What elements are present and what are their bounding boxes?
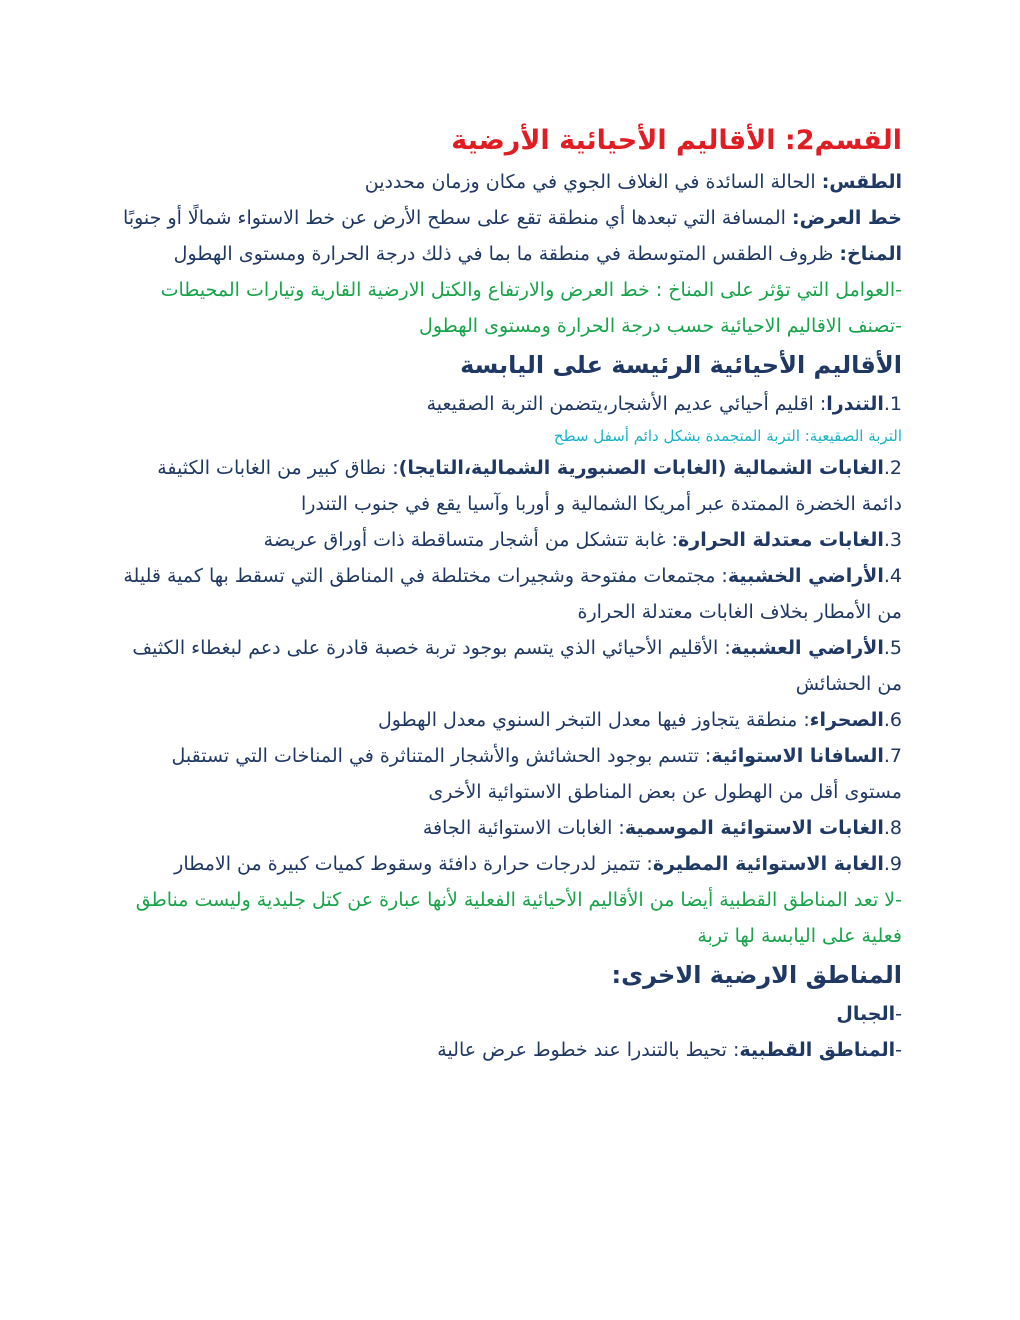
item-separator: : <box>718 637 731 659</box>
item-label: السافانا الاستوائية <box>711 745 884 767</box>
biome-item-desert <box>118 702 902 738</box>
section-heading-main-biomes: الأقاليم الأحيائية الرئيسة على اليابسة <box>460 351 902 379</box>
item-text: غابة تتشكل من أشجار متساقطة ذات أوراق عريضة <box>263 529 666 551</box>
page-title: القسم2: الأقاليم الأحيائية الأرضية <box>451 125 902 156</box>
item-number: 9. <box>883 853 902 875</box>
biome-item-savanna <box>118 738 902 810</box>
item-text: الغابات الاستوائية الجافة <box>422 817 613 839</box>
item-dash: - <box>895 1039 902 1061</box>
item-text: الأقليم الأحيائي الذي يتسم بوجود تربة خصبة قادرة على دعم لبغطاء الكثيف من الحشائش <box>132 637 902 695</box>
item-text: منطقة يتجاوز فيها معدل التبخر السنوي معدل الهطول <box>377 709 798 731</box>
note-biome-classification: -تصنف الاقاليم الاحيائية حسب درجة الحرارة ومستوى الهطول <box>419 315 902 337</box>
item-text: مجتمعات مفتوحة وشجيرات مختلطة في المناطق التي تسقط بها كمية قليلة من الأمطار بخلاف الغابات معتدلة الحرارة <box>123 565 902 623</box>
definition-label: خط العرض: <box>791 207 902 229</box>
item-separator: : <box>386 457 399 479</box>
other-item-mountains <box>118 996 902 1032</box>
item-label: الأراضي الخشبية <box>727 565 884 587</box>
biome-item-tropical-rain-forest <box>118 846 902 882</box>
item-separator: : <box>612 817 625 839</box>
item-text: اقليم أحيائي عديم الأشجار،يتضمن التربة الصقيعية <box>426 393 814 415</box>
item-label: الأراضي العشبية <box>730 637 884 659</box>
definition-label: المناخ: <box>839 243 902 265</box>
section-heading-other-regions: المناطق الارضية الاخرى: <box>611 961 902 989</box>
item-number: 2. <box>883 457 902 479</box>
item-separator: : <box>665 529 679 551</box>
item-number: 7. <box>883 745 902 767</box>
biome-item-temperate-forest <box>118 522 902 558</box>
item-label: الصحراء <box>809 709 884 731</box>
item-separator: : <box>640 853 653 875</box>
item-text: تتميز لدرجات حرارة دافئة وسقوط كميات كبيرة من الامطار <box>174 853 641 875</box>
item-number: 8. <box>883 817 902 839</box>
biome-item-tropical-seasonal-forest <box>118 810 902 846</box>
item-number: 3. <box>883 529 902 551</box>
item-separator: : <box>715 565 728 587</box>
biome-item-woodland <box>118 558 902 630</box>
biome-item-tundra <box>118 386 902 422</box>
item-separator: : <box>813 393 827 415</box>
item-separator: : <box>726 1039 740 1061</box>
definition-weather <box>118 164 902 200</box>
biome-item-boreal-forest <box>118 450 902 522</box>
definition-climate <box>118 236 902 272</box>
item-separator: : <box>797 709 810 731</box>
item-text: نطاق كبير من الغابات الكثيفة دائمة الخضرة الممتدة عبر أمريكا الشمالية و أوربا وآسيا يقع في جنوب التندرا <box>157 457 902 515</box>
definition-text: المسافة التي تبعدها أي منطقة تقع على سطح الأرض عن خط الاستواء شمالًا أو جنوبًا <box>123 207 792 229</box>
item-number: 5. <box>883 637 902 659</box>
definition-text: الحالة السائدة في الغلاف الجوي في مكان وزمان محددين <box>364 171 822 193</box>
definition-latitude <box>118 200 902 236</box>
item-number: 6. <box>883 709 902 731</box>
item-label: الغابات معتدلة الحرارة <box>678 529 884 551</box>
definition-label: الطقس: <box>821 171 902 193</box>
note-permafrost: التربة الصقيعية: التربة المتجمدة بشكل دائم أسفل سطح <box>553 427 902 445</box>
item-separator: : <box>698 745 712 767</box>
item-dash: - <box>895 1003 902 1025</box>
item-text: تتسم بوجود الحشائش والأشجار المتناثرة في المناخات التي تستقبل مستوى أقل من الهطول عن بعض المناطق الاستوائية الأخرى <box>171 745 902 803</box>
item-number: 1. <box>883 393 902 415</box>
biome-item-grassland <box>118 630 902 702</box>
item-label: الغابات الاستوائية الموسمية <box>624 817 884 839</box>
item-label: المناطق القطبية <box>739 1039 896 1061</box>
note-climate-factors: -العوامل التي تؤثر على المناخ : خط العرض والارتفاع والكتل الارضية القارية وتيارات المحيطات <box>160 279 902 301</box>
item-label: الغابة الاستوائية المطيرة <box>652 853 884 875</box>
item-label: الجبال <box>836 1003 896 1025</box>
item-text: تحيط بالتندرا عند خطوط عرض عالية <box>437 1039 727 1061</box>
item-number: 4. <box>883 565 902 587</box>
item-label: الغابات الشمالية (الغابات الصنبورية الشمالية،التايجا) <box>398 457 884 479</box>
other-item-polar <box>118 1032 902 1068</box>
item-label: التندرا <box>826 393 884 415</box>
definition-text: ظروف الطقس المتوسطة في منطقة ما بما في ذلك درجة الحرارة ومستوى الهطول <box>173 243 840 265</box>
note-polar-regions: -لا تعد المناطق القطبية أيضا من الأقاليم الأحيائية الفعلية لأنها عبارة عن كتل جليدية وليست مناطق فعلية على اليابسة لها تربة <box>135 889 902 947</box>
